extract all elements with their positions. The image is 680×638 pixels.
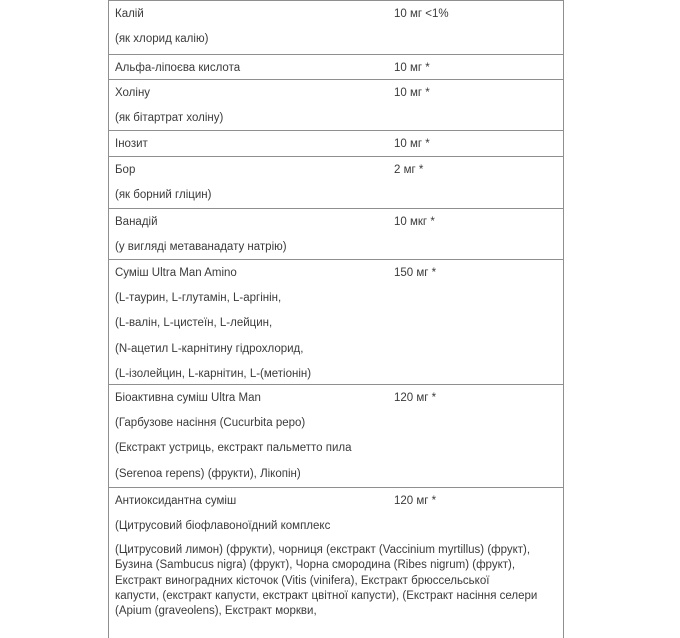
ingredient-name-cell — [109, 55, 392, 79]
supplement-facts-table — [108, 0, 564, 638]
ingredient-detail: (як бітартрат холіну) — [115, 111, 224, 124]
amount-cell — [392, 260, 563, 384]
ingredient-amount: 10 мг * — [394, 138, 430, 150]
ingredient-name: Ванадій — [115, 216, 158, 228]
ingredient-name-cell — [109, 260, 392, 384]
ingredient-name: Калій — [115, 8, 144, 20]
ingredient-name-cell — [109, 131, 392, 156]
ingredient-detail: (N-ацетил L-карнітину гідрохлорид, — [115, 342, 304, 355]
ingredient-amount: 2 мг * — [394, 164, 424, 176]
amount-cell — [392, 131, 563, 156]
ingredient-detail: (у вигляді метаванадату натрію) — [115, 240, 287, 253]
table-row — [109, 260, 564, 385]
ingredient-detail: Екстракт виноградних кісточок (Vitis (vinifera), Екстракт брюссельської — [115, 574, 490, 587]
ingredient-amount: 120 мг * — [394, 495, 437, 507]
ingredient-name-cell — [109, 80, 392, 130]
ingredient-detail: (L-ізолейцин, L-карнітин, L-(метіонін) — [115, 368, 312, 381]
ingredient-amount: 150 мг * — [394, 267, 437, 279]
ingredient-amount: 10 мг * — [394, 62, 430, 74]
ingredient-detail: (Serenoa repens) (фрукти), Лікопін) — [115, 467, 301, 480]
table-row — [109, 157, 564, 209]
ingredient-detail: капусти, (екстракт капусти, екстракт цвітної капусти), (Екстракт насіння селери — [115, 589, 538, 602]
ingredient-amount: 10 мкг * — [394, 216, 435, 228]
ingredient-name-cell — [109, 1, 392, 54]
ingredient-amount: 120 мг * — [394, 392, 437, 404]
table-row — [109, 385, 564, 488]
table-row — [109, 80, 564, 131]
ingredient-name-cell — [109, 488, 392, 539]
ingredient-name-cell — [109, 157, 392, 208]
ingredient-amount: 10 мг * — [394, 87, 430, 99]
ingredient-detail: (L-таурин, L-глутамін, L-аргінін, — [115, 291, 282, 304]
ingredient-detail: (L-валін, L-цистеїн, L-лейцин, — [115, 317, 273, 330]
ingredient-detail: Бузина (Sambucus nigra) (фрукт), Чорна смородина (Ribes nigrum) (фрукт), — [115, 559, 516, 572]
ingredient-name: Бор — [115, 164, 136, 176]
amount-cell — [392, 488, 563, 539]
ingredient-detail: (Екстракт устриць, екстракт пальметто пила — [115, 442, 352, 455]
ingredient-name-cell — [109, 209, 392, 259]
table-row — [109, 131, 564, 157]
ingredient-name: Альфа-ліпоєва кислота — [115, 62, 241, 74]
table-row — [109, 209, 564, 260]
ingredient-detail: (Цитрусовий лимон) (фрукти), чорниця (екстракт (Vaccinium myrtillus) (фрукт), — [115, 544, 531, 557]
amount-cell — [392, 55, 563, 79]
ingredient-detail: (Гарбузове насіння (Cucurbita pepo) — [115, 416, 306, 429]
amount-cell — [392, 157, 563, 208]
ingredient-amount: 10 мг <1% — [394, 8, 449, 20]
amount-cell — [392, 80, 563, 130]
ingredient-detail: (як хлорид калію) — [115, 32, 209, 45]
table-row — [109, 55, 564, 80]
ingredient-name: Антиоксидантна суміш — [115, 495, 237, 507]
ingredient-detail: (Цитрусовий біофлавоноїдний комплекс — [115, 519, 331, 532]
ingredient-detail: (Apium (graveolens), Екстракт моркви, — [115, 605, 317, 617]
amount-cell — [392, 1, 563, 54]
ingredient-name: Суміш Ultra Man Amino — [115, 267, 237, 279]
ingredient-detail-paragraph — [109, 539, 563, 619]
table-row — [109, 1, 564, 55]
ingredient-name: Біоактивна суміш Ultra Man — [115, 392, 261, 404]
ingredient-name-cell — [109, 385, 392, 487]
table-row — [109, 488, 564, 638]
ingredient-name: Холіну — [115, 87, 151, 99]
ingredient-name: Інозит — [115, 138, 148, 150]
amount-cell — [392, 209, 563, 259]
amount-cell — [392, 385, 563, 487]
ingredient-detail: (як борний гліцин) — [115, 188, 212, 201]
